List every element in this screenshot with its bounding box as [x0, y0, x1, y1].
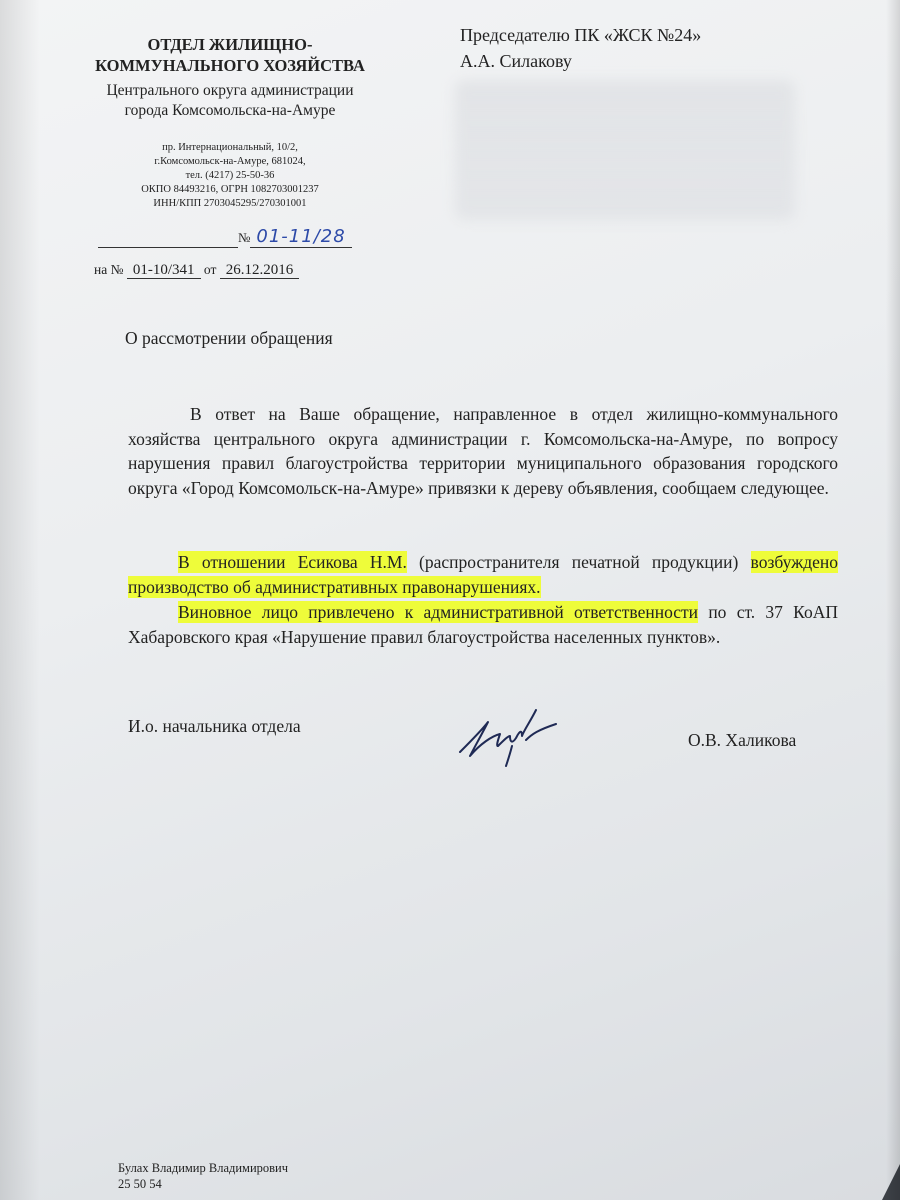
address-line2: г.Комсомольск-на-Амуре, 681024, — [154, 156, 306, 167]
signatory-title: И.о. начальника отдела — [128, 716, 301, 736]
admin-line1: Центрального округа администрации — [106, 82, 354, 99]
body-paragraph-1: В ответ на Ваше обращение, направленное в отдел жилищно-коммунального хозяйства центрального округа администрации г. Комсомольска-на-Амуре, по вопросу нарушения правил благоустройства территории муниципального образования городского округа «Город Комсомольск-на-Амуре» привязки к дереву объявления, сообщаем следующее. — [128, 404, 838, 498]
dept-name-line1: ОТДЕЛ ЖИЛИЩНО- — [147, 35, 313, 54]
dept-name-line2: КОММУНАЛЬНОГО ХОЗЯЙСТВА — [95, 56, 365, 75]
number-sign: № — [238, 230, 251, 245]
letter-subject: О рассмотрении обращения — [125, 328, 333, 348]
inn-kpp-line: ИНН/КПП 2703045295/270301001 — [153, 198, 307, 209]
handwritten-number: 01-11/28 — [250, 226, 351, 248]
phone-line: тел. (4217) 25-50-36 — [185, 170, 275, 181]
signatory-name: О.В. Халикова — [688, 730, 797, 750]
ref-prefix: на № — [94, 262, 124, 277]
redacted-area — [455, 80, 795, 220]
highlighted-text: Виновное лицо привлечено к административной ответственности — [178, 602, 699, 622]
ref-date: 26.12.2016 — [220, 262, 300, 279]
highlighted-text: возбуждено производство об административных правонарушениях. — [128, 552, 838, 597]
reference-line — [94, 262, 299, 279]
addressee-line1: Председателю ПК «ЖСК №24» — [460, 25, 702, 45]
body-paragraph-3 — [128, 600, 838, 649]
handwritten-signature-icon — [452, 700, 562, 770]
okpo-ogrn-line: ОКПО 84493216, ОГРН 1082703001237 — [141, 184, 319, 195]
body-text: по ст. 37 КоАП Хабаровского края «Нарушение правил благоустройства населенных пунктов». — [128, 602, 838, 647]
outgoing-number — [98, 226, 352, 248]
address-line1: пр. Интернациональный, 10/2, — [162, 142, 298, 153]
page-shadow — [0, 0, 40, 1200]
highlighted-text: В отношении Есикова Н.М. — [178, 552, 407, 572]
admin-line2: города Комсомольска-на-Амуре — [124, 102, 336, 119]
ref-number: 01-10/341 — [127, 262, 201, 279]
ref-from: от — [203, 262, 217, 277]
addressee-line2: А.А. Силакову — [460, 51, 572, 71]
body-text: (распространителя печатной продукции) — [406, 552, 751, 572]
date-blank — [98, 232, 238, 248]
executor-name: Булах Владимир Владимирович — [118, 1161, 289, 1175]
page-edge — [886, 0, 900, 1200]
executor-phone: 25 50 54 — [118, 1177, 162, 1191]
body-paragraph-2 — [128, 550, 838, 599]
